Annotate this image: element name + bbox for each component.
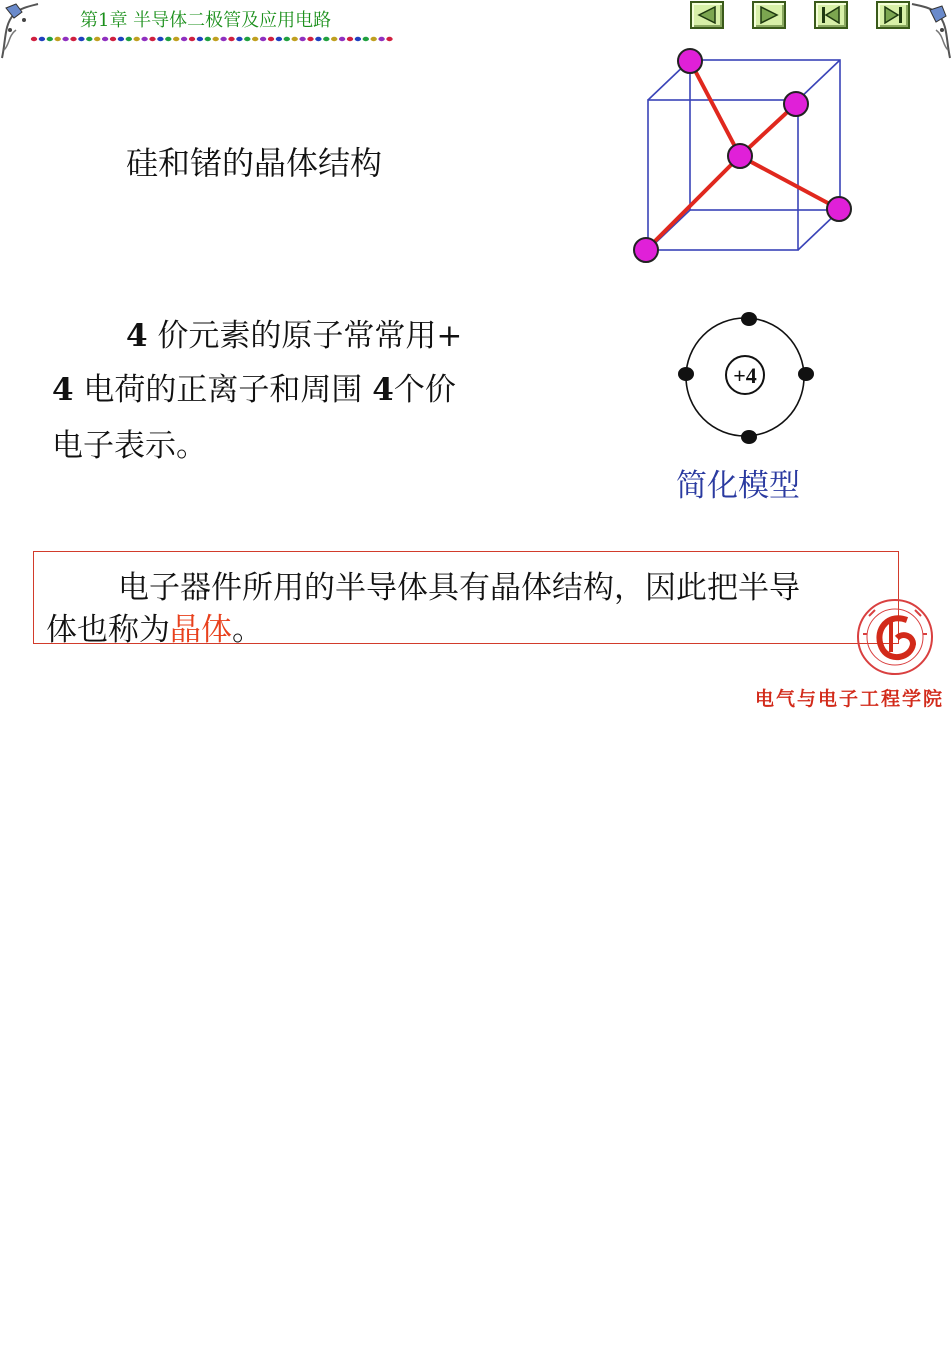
next-icon: [759, 6, 779, 24]
first-icon: [821, 6, 841, 24]
decorative-dot: [220, 37, 226, 41]
electron-dot: [798, 367, 814, 381]
corner-ornament-left: [0, 0, 40, 60]
electron-dot: [678, 367, 694, 381]
decorative-dot: [118, 37, 124, 41]
decorative-dot: [339, 37, 345, 41]
decorative-dot: [213, 37, 219, 41]
decorative-dot: [55, 37, 61, 41]
decorative-dot: [94, 37, 100, 41]
bond-line: [646, 156, 740, 250]
crystal-structure-title: 硅和锗的晶体结构: [126, 144, 383, 182]
electron-dot: [741, 430, 757, 444]
decorative-dot: [165, 37, 171, 41]
atom-dot: [827, 197, 851, 221]
decorative-dot: [228, 37, 234, 41]
decorative-dot: [299, 37, 305, 41]
note-text: 。: [232, 612, 263, 648]
paragraph-line-3: [52, 420, 207, 465]
decorative-dot: [149, 37, 155, 41]
decorative-dot: [141, 37, 147, 41]
atom-dot: [678, 49, 702, 73]
note-text: 体也称为: [46, 612, 170, 648]
decorative-dot: [134, 37, 140, 41]
decorative-dot: [378, 37, 384, 41]
prev-icon: [697, 6, 717, 24]
decorative-dot-strip: [30, 36, 395, 42]
chapter-title: 第1章 半导体二极管及应用电路: [80, 10, 332, 31]
decorative-dot: [70, 37, 76, 41]
school-name: 电气与电子工程学院: [755, 688, 945, 710]
decorative-dot: [292, 37, 298, 41]
decorative-dot: [331, 37, 337, 41]
decorative-dot: [31, 37, 37, 41]
decorative-dot: [371, 37, 377, 41]
decorative-dot: [157, 37, 163, 41]
atom-dot: [634, 238, 658, 262]
decorative-dot: [252, 37, 258, 41]
number-text: 4: [372, 372, 394, 408]
decorative-dot: [62, 37, 68, 41]
first-page-button[interactable]: [814, 1, 848, 29]
decorative-dot: [355, 37, 361, 41]
decorative-dot: [315, 37, 321, 41]
paragraph-text: 个价: [393, 372, 456, 408]
decorative-dot: [181, 37, 187, 41]
decorative-dot: [197, 37, 203, 41]
paragraph-line-1: [126, 310, 462, 355]
decorative-dot: [86, 37, 92, 41]
decorative-dot: [39, 37, 45, 41]
decorative-dot: [236, 37, 242, 41]
electron-dot: [741, 312, 757, 326]
last-icon: [883, 6, 903, 24]
decorative-dot: [307, 37, 313, 41]
paragraph-text: 电子表示。: [52, 428, 207, 464]
paragraph-text: 价元素的原子常常用+: [147, 318, 463, 354]
note-box: [33, 551, 899, 648]
decorative-dot: [126, 37, 132, 41]
atom-dot: [784, 92, 808, 116]
decorative-dot: [260, 37, 266, 41]
decorative-dot: [110, 37, 116, 41]
number-text: 4: [52, 372, 74, 408]
decorative-dot: [102, 37, 108, 41]
decorative-dot: [363, 37, 369, 41]
decorative-dot: [276, 37, 282, 41]
corner-ornament-right: [908, 0, 952, 60]
decorative-dot: [268, 37, 274, 41]
atom-dot: [728, 144, 752, 168]
last-page-button[interactable]: [876, 1, 910, 29]
number-text: 4: [126, 318, 148, 354]
university-logo: [855, 594, 935, 680]
decorative-dot: [205, 37, 211, 41]
nucleus-charge-label: +4: [733, 363, 757, 388]
decorative-dot: [347, 37, 353, 41]
note-line-2: [46, 604, 263, 649]
model-caption: 简化模型: [676, 468, 800, 504]
note-line-1: 电子器件所用的半导体具有晶体结构，因此把半导: [118, 570, 800, 606]
decorative-dot: [323, 37, 329, 41]
decorative-dot: [284, 37, 290, 41]
paragraph-line-2: [52, 364, 456, 409]
decorative-dot: [244, 37, 250, 41]
decorative-dot: [173, 37, 179, 41]
decorative-dot: [189, 37, 195, 41]
bond-line: [740, 156, 839, 209]
decorative-dot: [47, 37, 53, 41]
paragraph-text: 电荷的正离子和周围: [73, 372, 373, 408]
decorative-dot: [386, 37, 392, 41]
next-page-button[interactable]: [752, 1, 786, 29]
bond-line: [690, 61, 740, 156]
crystal-structure-diagram: [622, 44, 862, 270]
decorative-dot: [78, 37, 84, 41]
simplified-atom-model: [672, 306, 822, 454]
note-highlight-term: 晶体: [170, 612, 232, 648]
prev-page-button[interactable]: [690, 1, 724, 29]
